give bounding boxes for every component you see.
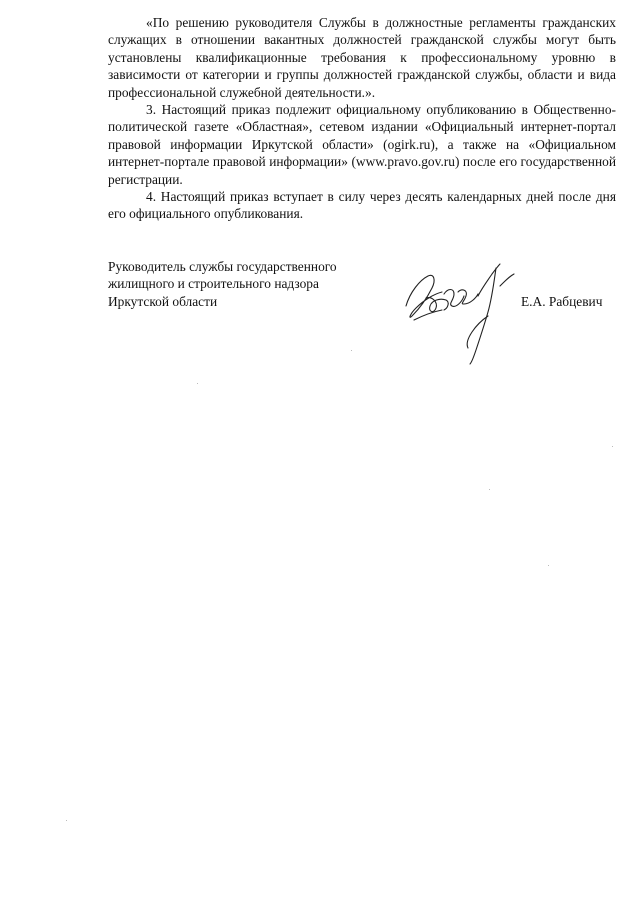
signatory-title-line-1: Руководитель службы государственного [108, 259, 337, 274]
paragraph-4-effective-date: 4. Настоящий приказ вступает в силу через десять календарных дней после дня его официального опубликования. [108, 189, 616, 222]
scan-speck [66, 820, 67, 821]
handwritten-signature-icon [398, 258, 528, 368]
scan-speck [548, 565, 549, 566]
paragraph-amendment-quote: «По решению руководителя Службы в должностные регламенты гражданских служащих в отношении вакантных должностей гражданской службы могут быть установлены квалификационные требования к профессиональному уровню в зависимости от категории и группы должностей гражданской службы, области и вида профессиональной служебной деятельности.». [108, 15, 616, 100]
scan-speck [197, 383, 198, 384]
signatory-title [108, 258, 382, 310]
scan-speck [612, 446, 613, 447]
scan-speck [489, 489, 490, 490]
scan-speck [351, 350, 352, 351]
signatory-name: Е.А. Рабцевич [521, 294, 603, 309]
signatory-title-line-2: жилищного и строительного надзора [108, 276, 319, 292]
paragraph-3-publication: 3. Настоящий приказ подлежит официальному опубликованию в Общественно-политической газете «Областная», сетевом издании «Официальный интернет-портал правовой информации Иркутской области» (ogirk.ru), а также на «Официальном интернет-портале правовой информации» (www.pravo.gov.ru) после его государственной регистрации. [108, 102, 616, 187]
document-body [108, 14, 616, 223]
signatory-title-line-3: Иркутской области [108, 293, 218, 309]
signature-block [108, 258, 616, 368]
